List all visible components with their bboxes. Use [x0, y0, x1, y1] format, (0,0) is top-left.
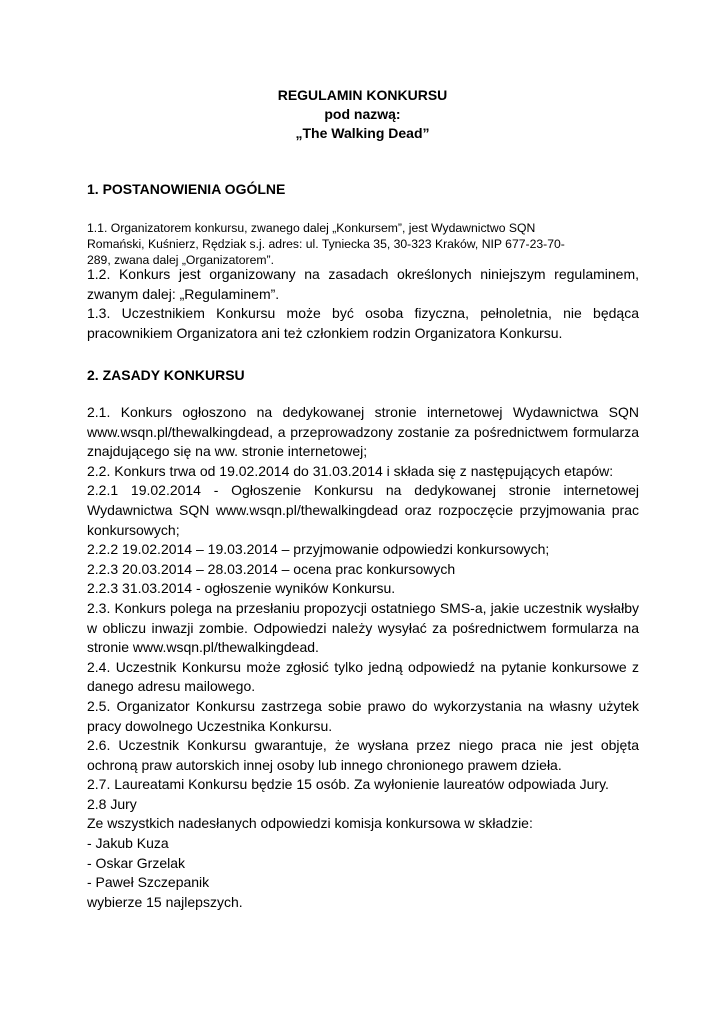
- section-2-heading: 2. ZASADY KONKURSU: [87, 367, 245, 383]
- paragraph-2-2-3b: 2.2.3 31.03.2014 - ogłoszenie wyników Konkursu.: [87, 580, 396, 597]
- jury-intro: Ze wszystkich nadesłanych odpowiedzi komisja konkursowa w składzie:: [87, 815, 533, 832]
- paragraph-2-6: 2.6. Uczestnik Konkursu gwarantuje, że wysłana przez niego praca nie jest objęta ochroną praw autorskich innej osoby lub innego chronionego prawem dzieła.: [87, 737, 639, 773]
- paragraph-1-1-line-2: Romański, Kuśnierz, Rędziak s.j. adres: ul. Tyniecka 35, 30-323 Kraków, NIP 677-23-70-: [87, 237, 565, 251]
- paragraph-2-3: 2.3. Konkurs polega na przesłaniu propozycji ostatniego SMS-a, jakie uczestnik wysłałby w obliczu inwazji zombie. Odpowiedzi należy wysyłać za pośrednictwem formularza na stronie www.wsqn.pl/thewalkingdead.: [87, 599, 639, 656]
- jury-member: - Oskar Grzelak: [87, 854, 186, 871]
- jury-member: - Jakub Kuza: [87, 835, 169, 852]
- paragraph-1-1-line-1: 1.1. Organizatorem konkursu, zwanego dalej „Konkursem”, jest Wydawnictwo SQN: [87, 221, 536, 235]
- paragraph-1-3: 1.3. Uczestnikiem Konkursu może być osoba fizyczna, pełnoletnia, nie będąca pracownikiem Organizatora ani też członkiem rodzin Organizatora Konkursu.: [87, 305, 639, 341]
- paragraph-1-2: 1.2. Konkurs jest organizowany na zasadach określonych niniejszym regulaminem, zwanym dalej: „Regulaminem”.: [87, 266, 639, 302]
- paragraph-2-2-2: 2.2.2 19.02.2014 – 19.03.2014 – przyjmowanie odpowiedzi konkursowych;: [87, 541, 550, 558]
- section-1-heading: 1. POSTANOWIENIA OGÓLNE: [87, 181, 286, 197]
- title-line-1: REGULAMIN KONKURSU: [277, 87, 448, 103]
- section-2-body: [87, 403, 639, 912]
- paragraph-1-1: [87, 220, 639, 268]
- title-line-2: pod nazwą:: [324, 106, 401, 122]
- paragraph-2-4: 2.4. Uczestnik Konkursu może zgłosić tylko jedną odpowiedź na pytanie konkursowe z danego adresu mailowego.: [87, 658, 639, 695]
- paragraph-2-5: 2.5. Organizator Konkursu zastrzega sobie prawo do wykorzystania na własny użytek pracy dowolnego Uczestnika Konkursu.: [87, 697, 639, 734]
- document-title: [0, 86, 725, 143]
- jury-member: - Paweł Szczepanik: [87, 874, 210, 891]
- section-1-body: [87, 265, 639, 343]
- paragraph-2-2-1: 2.2.1 19.02.2014 - Ogłoszenie Konkursu na dedykowanej stronie internetowej Wydawnictwa SQN www.wsqn.pl/thewalkingdead oraz rozpoczęcie przyjmowania prac konkursowych;: [87, 482, 639, 538]
- paragraph-2-2-3: 2.2.3 20.03.2014 – 28.03.2014 – ocena prac konkursowych: [87, 560, 456, 577]
- paragraph-1-1-line-3: 289, zwana dalej „Organizatorem”.: [87, 253, 274, 267]
- jury-outro: wybierze 15 najlepszych.: [87, 893, 243, 910]
- paragraph-2-8: 2.8 Jury: [87, 795, 137, 812]
- title-line-3: „The Walking Dead”: [295, 125, 430, 141]
- paragraph-2-2: 2.2. Konkurs trwa od 19.02.2014 do 31.03.2014 i składa się z następujących etapów:: [87, 462, 614, 479]
- paragraph-2-7: 2.7. Laureatami Konkursu będzie 15 osób. Za wyłonienie laureatów odpowiada Jury.: [87, 776, 609, 793]
- paragraph-2-1: 2.1. Konkurs ogłoszono na dedykowanej stronie internetowej Wydawnictwa SQN www.wsqn.pl/thewalkingdead, a przeprowadzony zostanie za pośrednictwem formularza znajdującego się na ww. stronie internetowej;: [87, 404, 639, 460]
